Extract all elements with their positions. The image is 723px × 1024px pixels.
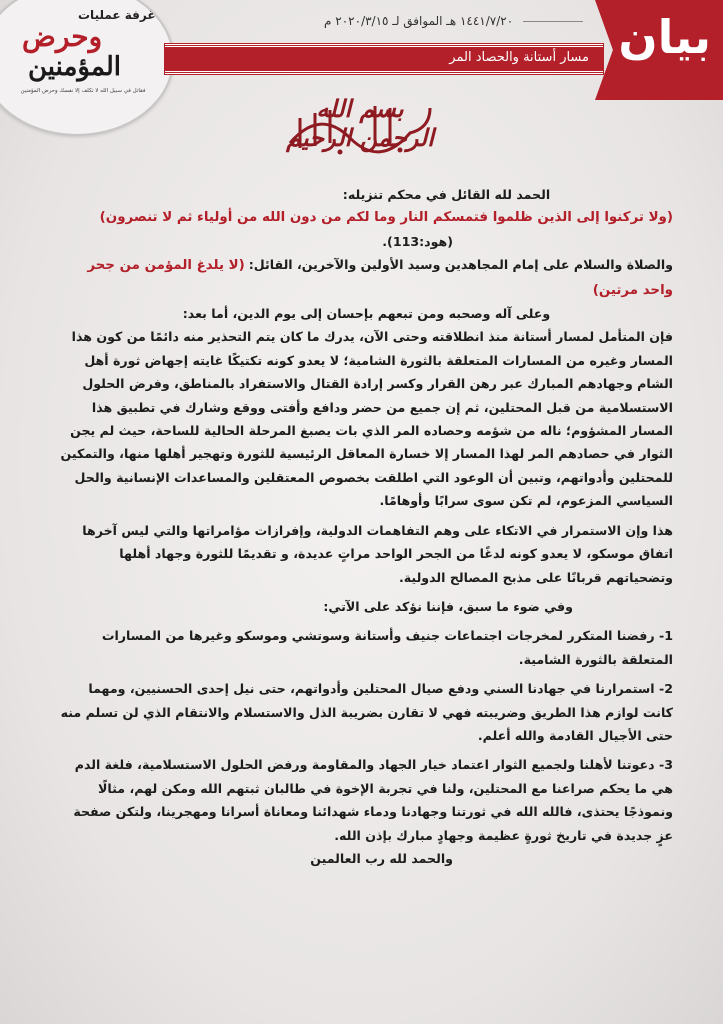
basmala-text: بسم الله الرحمن الرحيم bbox=[286, 94, 434, 152]
hadith-text: (لا يلدغ المؤمن من جحر واحد مرتين) bbox=[87, 258, 673, 298]
hadith-intro: والصلاة والسلام على إمام المجاهدين وسيد الأولين والآخرين، القائل: bbox=[248, 257, 673, 273]
date-line bbox=[190, 14, 583, 34]
basmala-calligraphy bbox=[280, 88, 440, 158]
closing-line: والحمد لله رب العالمين bbox=[310, 850, 453, 866]
logo-slogan: فقاتل في سبيل الله لا تكلف إلا نفسك وحرض المؤمنين bbox=[20, 88, 146, 94]
paragraph-moscow: هذا وإن الاستمرار في الاتكاء على وهم التفاهمات الدولية، وإفرازات مؤامراتها والتي ليس آخرها اتفاق موسكو، لا يعدو كونه لدغًا من الجحر الواحد مراتٍ عديدة، و تقديمًا للثورة وجهاد أهلها وتضحياتهم قربانًا على مذبح المصالح الدولية. bbox=[82, 522, 673, 585]
statement-body bbox=[60, 183, 673, 870]
points-intro: وفي ضوء ما سبق، فإننا نؤكد على الآتي: bbox=[323, 598, 573, 614]
paragraph-astana: فإن المتأمل لمسار أستانة منذ انطلاقته وحتى الآن، يدرك ما كان يتم التحذير منه دائمًا من كون هذا المسار وغيره من المسارات المتعلقة بالثورة الشامية؛ لا يعدو كونه تكتيكًا غايته إجهاض ثورة أهل الشام وجهادهم المبارك عبر رهن القرار وكسر إرادة القتال والاستفراد بالمناطق، وفرض الحلول الاستسلامية من قبل المحتلين، ثم إن جميع من حضر ودافع وأفتى ووقع وشارك في تطبيق هذا المسار المشؤوم؛ ناله من شؤمه وحصاده المر الذي بات يصبغ المرحلة الحالية للساحة، حيث لم يجن الثوار في حصادهم المر لهذا المسار إلا خسارة المعاقل الرئيسية للثورة وتهجير أهلها منها، والتمكين للمحتلين وأدواتهم، وتبين أن الوعود التي اطلقت بخصوص المعتقلين والمساعدات الإنسانية والحل السياسي المزعوم، لم تكن سوى سرابًا وأوهامًا. bbox=[60, 329, 673, 509]
logo-top-text: غرفة عمليات bbox=[78, 8, 156, 22]
verse-reference: (هود:113). bbox=[382, 233, 453, 249]
statement-flag-label: بيان bbox=[618, 10, 711, 64]
title-band bbox=[165, 44, 603, 74]
logo-red-text: وحرض bbox=[22, 20, 103, 53]
hadith-line bbox=[60, 253, 673, 302]
operations-room-logo bbox=[0, 0, 174, 136]
quran-verse: (ولا تركنوا إلى الذين ظلموا فتمسكم النار وما لكم من دون الله من أولياء ثم لا تنصرون) bbox=[99, 210, 673, 226]
opening-line: الحمد لله القائل في محكم تنزيله: bbox=[342, 187, 551, 202]
point-1: 1- رفضنا المتكرر لمخرجات اجتماعات جنيف وأستانة وسوتشي وموسكو وغيرها من المسارات المتعلقة بالثورة الشامية. bbox=[101, 628, 673, 667]
salutation: وعلى آله وصحبه ومن تبعهم بإحسان إلى يوم الدين، أما بعد: bbox=[182, 306, 551, 322]
point-3: 3- دعوتنا لأهلنا ولجميع الثوار اعتماد خيار الجهاد والمقاومة ورفض الحلول الاستسلامية، فلغة الدم هي ما يحكم صراعنا مع المحتلين، ولنا في تجربة الإخوة في طالبان ثبتهم الله ومكن لهم، مثالًا ونموذجًا يحتذى، فالله الله في ثورتنا وجهادنا ودماء شهدائنا ومعاناة أسرانا ومهجرينا، ولتكن صفحة عزٍ جديدة في تاريخ ثورةٍ عظيمة وجهادٍ مبارك بإذن الله. bbox=[73, 757, 673, 843]
statement-title: مسار أستانة والحصاد المر bbox=[449, 50, 589, 65]
statement-date: ١٤٤١/٧/٢٠ هـ الموافق لـ ٢٠٢٠/٣/١٥ م bbox=[324, 14, 514, 28]
logo-black-text: المؤمنين bbox=[28, 52, 122, 82]
point-2: 2- استمرارنا في جهادنا السني ودفع صيال المحتلين وأدواتهم، حتى نيل إحدى الحسنيين، ومهما كانت لوازم هذا الطريق وضريبته فهي لا تقارن بضريبة الذل والاستسلام والانتقام الذي لن تسلم منه حتى الأجيال القادمة والله أعلم. bbox=[60, 681, 673, 743]
date-rule bbox=[523, 21, 583, 22]
